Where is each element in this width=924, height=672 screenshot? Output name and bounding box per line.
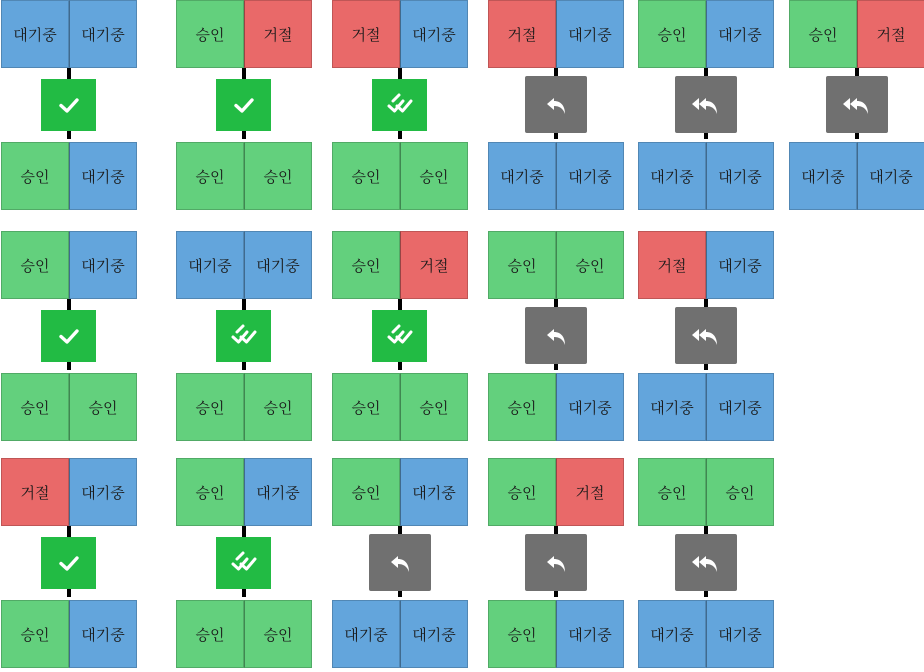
status-cell-approved: 승인 <box>488 373 556 441</box>
before-state <box>488 458 624 526</box>
status-cell-pending: 대기중 <box>400 458 468 526</box>
transition-unit <box>176 231 312 443</box>
before-state <box>1 0 137 68</box>
status-cell-pending: 대기중 <box>556 142 624 210</box>
status-cell-approved: 승인 <box>176 373 244 441</box>
double-check-icon[interactable] <box>216 537 271 589</box>
double-check-icon[interactable] <box>216 310 271 362</box>
transition-unit <box>332 0 468 212</box>
status-cell-approved: 승인 <box>1 600 69 668</box>
after-state <box>332 142 468 210</box>
before-state <box>638 458 774 526</box>
status-cell-pending: 대기중 <box>400 0 468 68</box>
status-cell-approved: 승인 <box>332 142 400 210</box>
transition-unit <box>488 458 624 670</box>
after-state <box>488 373 624 441</box>
status-cell-approved: 승인 <box>176 0 244 68</box>
transition-unit <box>638 458 774 670</box>
status-cell-pending: 대기중 <box>69 0 137 68</box>
status-cell-pending: 대기중 <box>857 142 924 210</box>
status-cell-rejected: 거절 <box>1 458 69 526</box>
status-cell-approved: 승인 <box>638 458 706 526</box>
before-state <box>176 231 312 299</box>
status-cell-approved: 승인 <box>706 458 774 526</box>
status-cell-approved: 승인 <box>332 231 400 299</box>
status-cell-approved: 승인 <box>488 458 556 526</box>
transition-unit <box>638 0 774 212</box>
status-cell-approved: 승인 <box>1 373 69 441</box>
after-state <box>488 600 624 668</box>
status-cell-rejected: 거절 <box>556 458 624 526</box>
status-cell-approved: 승인 <box>332 458 400 526</box>
undo-icon[interactable] <box>525 534 587 591</box>
status-cell-pending: 대기중 <box>244 458 312 526</box>
transition-unit <box>1 0 137 212</box>
status-cell-approved: 승인 <box>332 373 400 441</box>
status-cell-rejected: 거절 <box>638 231 706 299</box>
transition-unit <box>1 458 137 670</box>
transition-unit <box>488 231 624 443</box>
status-cell-approved: 승인 <box>244 600 312 668</box>
check-icon[interactable] <box>41 537 96 589</box>
status-cell-approved: 승인 <box>638 0 706 68</box>
transition-unit <box>332 231 468 443</box>
undo-all-icon[interactable] <box>675 534 737 591</box>
after-state <box>1 600 137 668</box>
status-cell-pending: 대기중 <box>69 600 137 668</box>
before-state <box>332 458 468 526</box>
status-cell-approved: 승인 <box>556 231 624 299</box>
transition-unit <box>176 0 312 212</box>
status-cell-pending: 대기중 <box>400 600 468 668</box>
after-state <box>638 142 774 210</box>
before-state <box>176 458 312 526</box>
transition-unit <box>176 458 312 670</box>
undo-all-icon[interactable] <box>826 76 888 133</box>
double-check-icon[interactable] <box>372 310 427 362</box>
after-state <box>638 600 774 668</box>
transition-unit <box>789 0 924 212</box>
undo-all-icon[interactable] <box>675 76 737 133</box>
check-icon[interactable] <box>41 310 96 362</box>
status-cell-approved: 승인 <box>176 142 244 210</box>
transition-unit <box>1 231 137 443</box>
status-cell-rejected: 거절 <box>857 0 924 68</box>
after-state <box>176 373 312 441</box>
after-state <box>332 373 468 441</box>
transition-unit <box>488 0 624 212</box>
after-state <box>176 600 312 668</box>
status-cell-rejected: 거절 <box>488 0 556 68</box>
status-cell-rejected: 거절 <box>244 0 312 68</box>
before-state <box>789 0 924 68</box>
after-state <box>1 373 137 441</box>
status-cell-rejected: 거절 <box>400 231 468 299</box>
before-state <box>332 0 468 68</box>
after-state <box>1 142 137 210</box>
after-state <box>176 142 312 210</box>
status-cell-pending: 대기중 <box>556 373 624 441</box>
undo-icon[interactable] <box>369 534 431 591</box>
before-state <box>638 0 774 68</box>
before-state <box>332 231 468 299</box>
transition-unit <box>638 231 774 443</box>
before-state <box>176 0 312 68</box>
status-cell-approved: 승인 <box>244 142 312 210</box>
status-cell-approved: 승인 <box>176 600 244 668</box>
status-cell-pending: 대기중 <box>244 231 312 299</box>
status-cell-approved: 승인 <box>400 373 468 441</box>
before-state <box>638 231 774 299</box>
status-cell-pending: 대기중 <box>69 458 137 526</box>
status-cell-pending: 대기중 <box>706 231 774 299</box>
status-cell-pending: 대기중 <box>69 142 137 210</box>
status-cell-pending: 대기중 <box>638 600 706 668</box>
status-cell-pending: 대기중 <box>789 142 857 210</box>
after-state <box>638 373 774 441</box>
undo-icon[interactable] <box>525 76 587 133</box>
status-cell-pending: 대기중 <box>488 142 556 210</box>
status-cell-approved: 승인 <box>69 373 137 441</box>
status-cell-pending: 대기중 <box>638 142 706 210</box>
status-cell-approved: 승인 <box>176 458 244 526</box>
double-check-icon[interactable] <box>372 79 427 131</box>
status-cell-approved: 승인 <box>400 142 468 210</box>
after-state <box>488 142 624 210</box>
status-cell-pending: 대기중 <box>706 142 774 210</box>
before-state <box>488 0 624 68</box>
status-cell-approved: 승인 <box>1 231 69 299</box>
status-cell-pending: 대기중 <box>176 231 244 299</box>
check-icon[interactable] <box>41 79 96 131</box>
undo-all-icon[interactable] <box>675 307 737 364</box>
after-state <box>332 600 468 668</box>
transition-unit <box>332 458 468 670</box>
status-cell-pending: 대기중 <box>638 373 706 441</box>
after-state <box>789 142 924 210</box>
status-cell-pending: 대기중 <box>706 373 774 441</box>
status-cell-approved: 승인 <box>488 600 556 668</box>
status-cell-pending: 대기중 <box>556 600 624 668</box>
status-cell-pending: 대기중 <box>69 231 137 299</box>
before-state <box>1 458 137 526</box>
status-cell-pending: 대기중 <box>1 0 69 68</box>
undo-icon[interactable] <box>525 307 587 364</box>
before-state <box>1 231 137 299</box>
status-cell-approved: 승인 <box>244 373 312 441</box>
status-cell-approved: 승인 <box>789 0 857 68</box>
status-cell-pending: 대기중 <box>706 600 774 668</box>
status-cell-approved: 승인 <box>1 142 69 210</box>
status-cell-pending: 대기중 <box>332 600 400 668</box>
status-cell-pending: 대기중 <box>556 0 624 68</box>
check-icon[interactable] <box>216 79 271 131</box>
status-cell-rejected: 거절 <box>332 0 400 68</box>
status-cell-approved: 승인 <box>488 231 556 299</box>
before-state <box>488 231 624 299</box>
status-cell-pending: 대기중 <box>706 0 774 68</box>
